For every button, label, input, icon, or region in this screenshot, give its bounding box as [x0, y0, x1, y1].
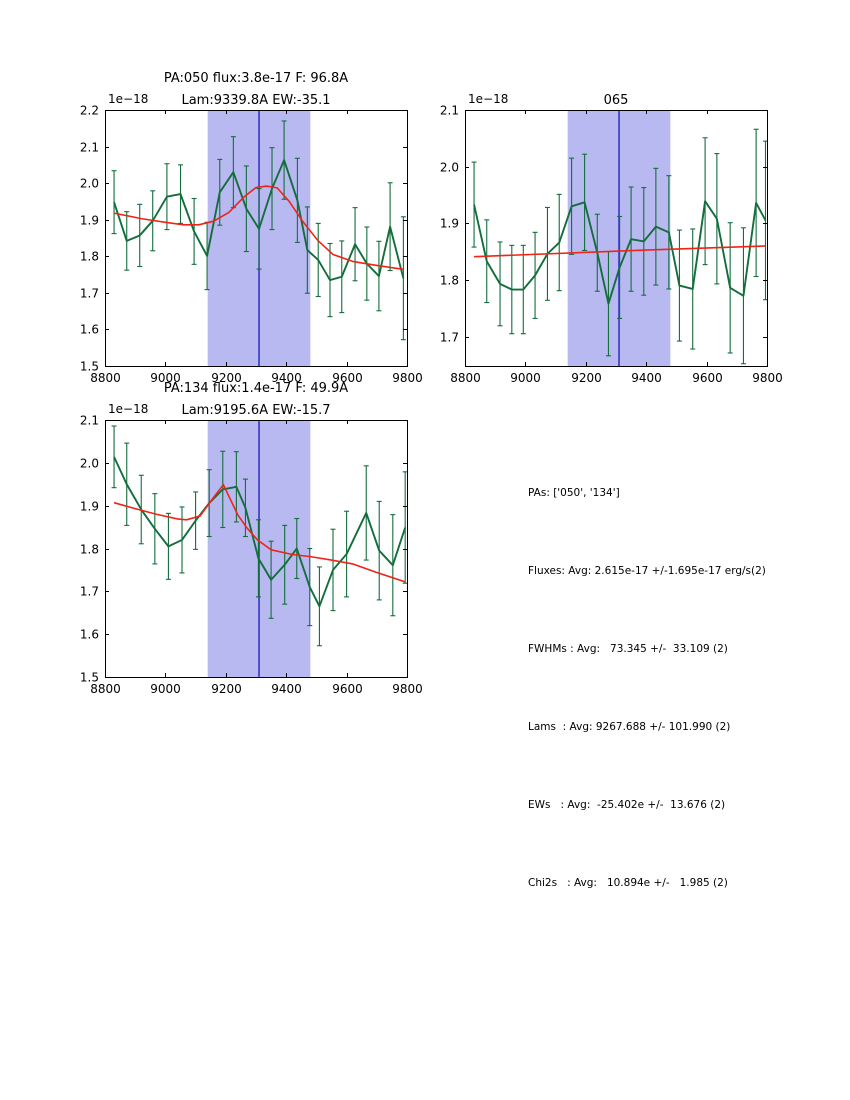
x-tick-label: 9200 — [211, 682, 242, 696]
subplot3-title-line1: PA:134 flux:1.4e-17 F: 49.9A — [163, 381, 349, 396]
x-tick-label: 9200 — [571, 371, 602, 385]
subplot2-065 — [405, 50, 827, 406]
x-tick-label: 8800 — [90, 682, 121, 696]
subplot3-title-line2: Lam:9195.6A EW:-15.7 — [181, 403, 331, 418]
x-tick-label: 9200 — [211, 371, 242, 385]
subplot1-title-line2: Lam:9339.8A EW:-35.1 — [181, 93, 331, 108]
subplot2-offset-label: 1e−18 — [468, 92, 509, 106]
y-tick-label: 2.1 — [439, 103, 459, 118]
y-tick-label: 1.5 — [79, 670, 99, 685]
subplot1-title-line1: PA:050 flux:3.8e-17 F: 96.8A — [163, 71, 349, 86]
y-tick-label: 2.1 — [79, 413, 99, 428]
x-tick-label: 9000 — [150, 682, 181, 696]
y-tick-label: 2.2 — [79, 103, 99, 118]
y-tick-label: 2.0 — [79, 456, 99, 471]
x-tick-label: 8800 — [90, 371, 121, 385]
stats-line-ews: EWs : Avg: -25.402e +/- 13.676 (2) — [528, 799, 726, 811]
stats-line-pas: PAs: ['050', '134'] — [528, 487, 620, 499]
subplot1-pa050 — [45, 50, 467, 406]
subplot1-offset-label: 1e−18 — [108, 92, 149, 106]
x-tick-label: 8800 — [450, 371, 481, 385]
y-tick-label: 1.9 — [439, 216, 459, 231]
subplot3-offset-label: 1e−18 — [108, 402, 149, 416]
x-tick-label: 9400 — [271, 682, 302, 696]
subplot3-pa134 — [45, 360, 467, 717]
stats-line-chi2s: Chi2s : Avg: 10.894e +/- 1.985 (2) — [528, 877, 728, 889]
y-tick-label: 1.7 — [79, 584, 99, 599]
x-tick-label: 9600 — [332, 371, 363, 385]
y-tick-label: 1.7 — [79, 286, 99, 301]
x-tick-label: 9400 — [631, 371, 662, 385]
x-tick-label: 9000 — [150, 371, 181, 385]
y-tick-label: 1.9 — [79, 213, 99, 228]
x-tick-label: 9800 — [752, 371, 783, 385]
y-tick-label: 2.0 — [439, 160, 459, 175]
y-tick-label: 1.5 — [79, 359, 99, 374]
y-tick-label: 1.8 — [79, 249, 99, 264]
stats-summary-block — [528, 428, 766, 948]
stats-line-lams: Lams : Avg: 9267.688 +/- 101.990 (2) — [528, 721, 731, 733]
subplot2-title-line1: 065 — [603, 93, 629, 108]
y-tick-label: 1.7 — [439, 330, 459, 345]
x-tick-label: 9000 — [510, 371, 541, 385]
stats-line-fwhms: FWHMs : Avg: 73.345 +/- 33.109 (2) — [528, 643, 728, 655]
y-tick-label: 1.9 — [79, 499, 99, 514]
stats-line-fluxes: Fluxes: Avg: 2.615e-17 +/-1.695e-17 erg/s(2) — [528, 565, 766, 577]
y-tick-label: 1.6 — [79, 627, 99, 642]
x-tick-label: 9800 — [392, 371, 423, 385]
y-tick-label: 2.1 — [79, 140, 99, 155]
y-tick-label: 1.8 — [439, 273, 459, 288]
y-tick-label: 1.6 — [79, 322, 99, 337]
y-tick-label: 2.0 — [79, 176, 99, 191]
x-tick-label: 9400 — [271, 371, 302, 385]
x-tick-label: 9600 — [692, 371, 723, 385]
x-tick-label: 9600 — [332, 682, 363, 696]
x-tick-label: 9800 — [392, 682, 423, 696]
y-tick-label: 1.8 — [79, 542, 99, 557]
